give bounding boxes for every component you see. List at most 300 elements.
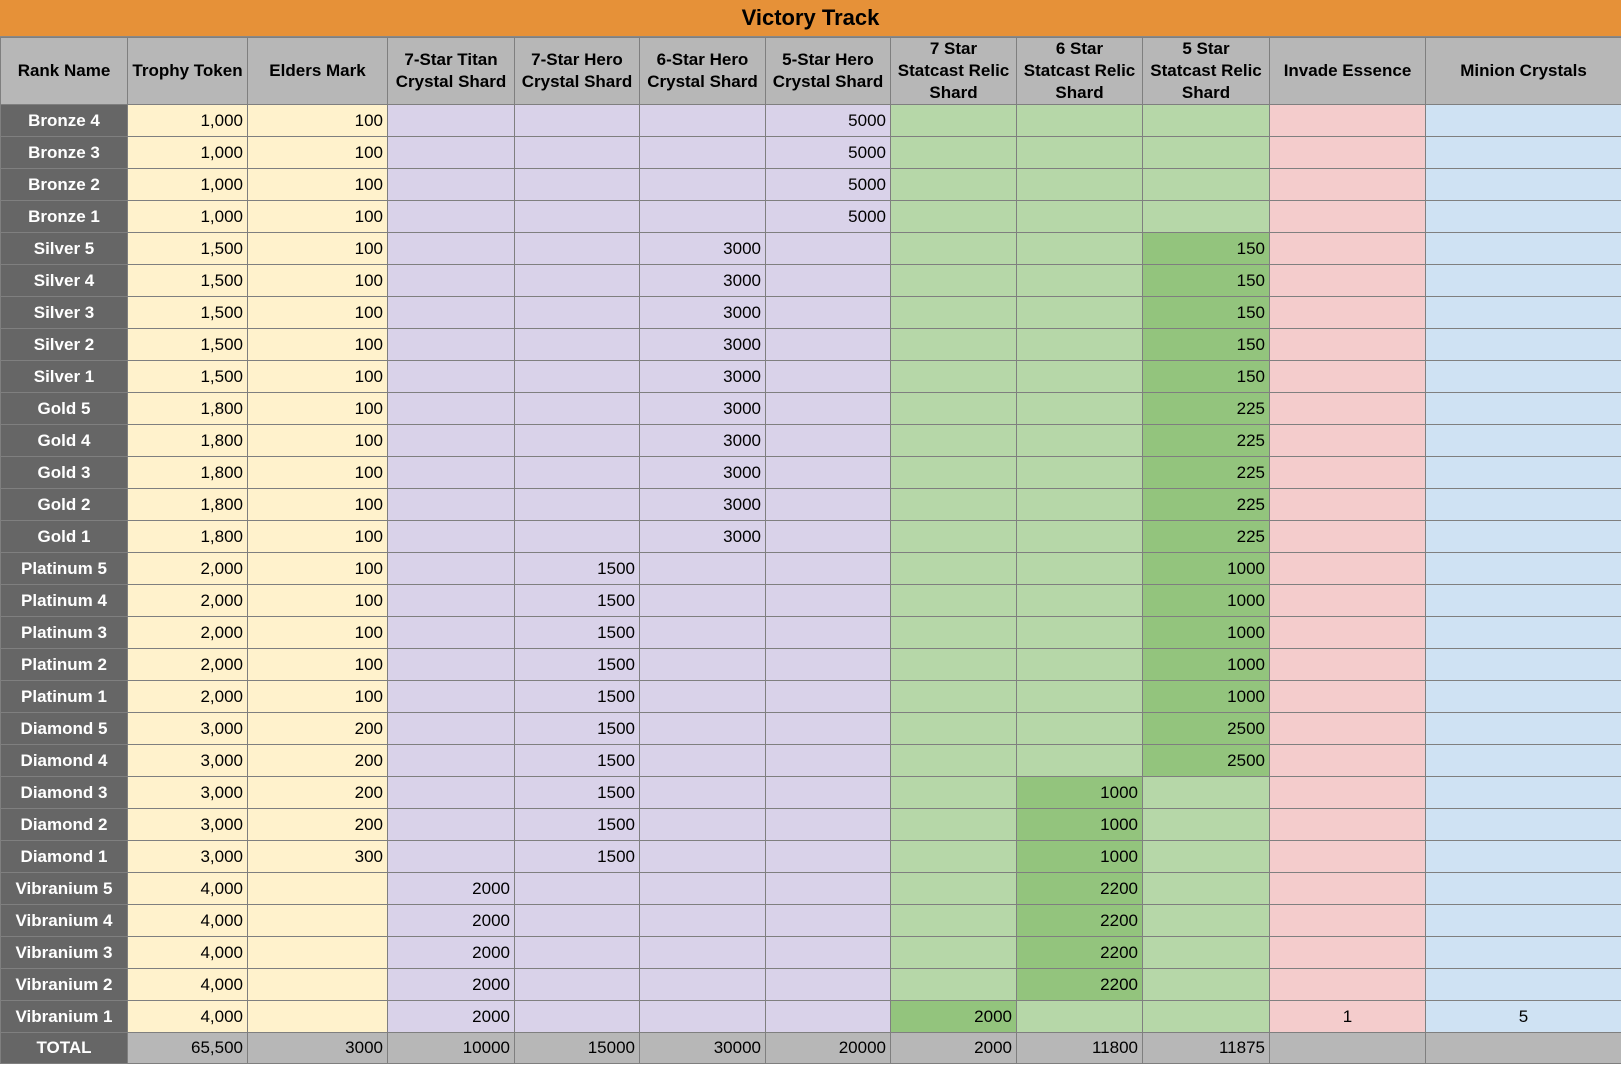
cell-6-star-statcast-relic-shard[interactable] <box>1017 137 1143 169</box>
cell-7-star-statcast-relic-shard[interactable] <box>891 681 1017 713</box>
cell-6-star-statcast-relic-shard[interactable]: 2200 <box>1017 905 1143 937</box>
cell-7-star-titan-crystal-shard[interactable] <box>388 201 515 233</box>
cell-7-star-hero-crystal-shard[interactable] <box>515 329 640 361</box>
cell-elders-mark[interactable]: 100 <box>248 201 388 233</box>
cell-5-star-hero-crystal-shard[interactable] <box>766 617 891 649</box>
cell-5-star-hero-crystal-shard[interactable] <box>766 969 891 1001</box>
cell-5-star-hero-crystal-shard[interactable] <box>766 713 891 745</box>
cell-5-star-hero-crystal-shard[interactable] <box>766 585 891 617</box>
column-header-6-star-statcast-relic-shard[interactable]: 6 Star Statcast Relic Shard <box>1017 38 1143 105</box>
cell-5-star-statcast-relic-shard[interactable]: 1000 <box>1143 617 1270 649</box>
cell-5-star-hero-crystal-shard[interactable] <box>766 457 891 489</box>
cell-rank-name[interactable]: Bronze 4 <box>1 105 128 137</box>
cell-minion-crystals[interactable] <box>1426 713 1621 745</box>
cell-minion-crystals[interactable] <box>1426 393 1621 425</box>
total-6-star-hero-crystal-shard[interactable]: 30000 <box>640 1033 766 1064</box>
cell-5-star-statcast-relic-shard[interactable] <box>1143 841 1270 873</box>
cell-5-star-statcast-relic-shard[interactable] <box>1143 873 1270 905</box>
cell-7-star-hero-crystal-shard[interactable] <box>515 425 640 457</box>
cell-rank-name[interactable]: Platinum 4 <box>1 585 128 617</box>
cell-6-star-hero-crystal-shard[interactable]: 3000 <box>640 361 766 393</box>
cell-invade-essence[interactable] <box>1270 297 1426 329</box>
cell-7-star-titan-crystal-shard[interactable]: 2000 <box>388 1001 515 1033</box>
cell-7-star-hero-crystal-shard[interactable]: 1500 <box>515 713 640 745</box>
cell-minion-crystals[interactable] <box>1426 265 1621 297</box>
cell-rank-name[interactable]: Bronze 1 <box>1 201 128 233</box>
cell-minion-crystals[interactable] <box>1426 841 1621 873</box>
cell-elders-mark[interactable]: 100 <box>248 297 388 329</box>
cell-7-star-titan-crystal-shard[interactable]: 2000 <box>388 969 515 1001</box>
cell-7-star-statcast-relic-shard[interactable] <box>891 585 1017 617</box>
cell-6-star-statcast-relic-shard[interactable] <box>1017 521 1143 553</box>
cell-7-star-statcast-relic-shard[interactable] <box>891 553 1017 585</box>
total-7-star-titan-crystal-shard[interactable]: 10000 <box>388 1033 515 1064</box>
cell-6-star-statcast-relic-shard[interactable] <box>1017 713 1143 745</box>
cell-5-star-statcast-relic-shard[interactable] <box>1143 201 1270 233</box>
cell-7-star-statcast-relic-shard[interactable] <box>891 777 1017 809</box>
total-label[interactable]: TOTAL <box>1 1033 128 1064</box>
cell-7-star-statcast-relic-shard[interactable] <box>891 489 1017 521</box>
cell-trophy-token[interactable]: 4,000 <box>128 937 248 969</box>
cell-7-star-statcast-relic-shard[interactable] <box>891 201 1017 233</box>
cell-7-star-titan-crystal-shard[interactable]: 2000 <box>388 905 515 937</box>
total-5-star-statcast-relic-shard[interactable]: 11875 <box>1143 1033 1270 1064</box>
cell-elders-mark[interactable]: 100 <box>248 393 388 425</box>
cell-7-star-hero-crystal-shard[interactable]: 1500 <box>515 553 640 585</box>
cell-minion-crystals[interactable] <box>1426 809 1621 841</box>
cell-7-star-statcast-relic-shard[interactable] <box>891 873 1017 905</box>
cell-6-star-hero-crystal-shard[interactable] <box>640 745 766 777</box>
cell-5-star-statcast-relic-shard[interactable]: 1000 <box>1143 585 1270 617</box>
cell-5-star-hero-crystal-shard[interactable] <box>766 393 891 425</box>
cell-6-star-statcast-relic-shard[interactable] <box>1017 553 1143 585</box>
cell-5-star-hero-crystal-shard[interactable] <box>766 521 891 553</box>
cell-7-star-statcast-relic-shard[interactable] <box>891 905 1017 937</box>
cell-6-star-hero-crystal-shard[interactable] <box>640 1001 766 1033</box>
cell-elders-mark[interactable]: 100 <box>248 361 388 393</box>
column-header-7-star-hero-crystal-shard[interactable]: 7-Star Hero Crystal Shard <box>515 38 640 105</box>
cell-5-star-hero-crystal-shard[interactable] <box>766 649 891 681</box>
column-header-minion-crystals[interactable]: Minion Crystals <box>1426 38 1621 105</box>
cell-6-star-hero-crystal-shard[interactable] <box>640 681 766 713</box>
cell-trophy-token[interactable]: 1,500 <box>128 297 248 329</box>
cell-7-star-statcast-relic-shard[interactable] <box>891 425 1017 457</box>
cell-invade-essence[interactable] <box>1270 937 1426 969</box>
cell-rank-name[interactable]: Vibranium 1 <box>1 1001 128 1033</box>
cell-5-star-hero-crystal-shard[interactable] <box>766 1001 891 1033</box>
cell-minion-crystals[interactable] <box>1426 233 1621 265</box>
cell-6-star-statcast-relic-shard[interactable] <box>1017 361 1143 393</box>
cell-trophy-token[interactable]: 2,000 <box>128 681 248 713</box>
cell-7-star-hero-crystal-shard[interactable]: 1500 <box>515 617 640 649</box>
cell-invade-essence[interactable] <box>1270 265 1426 297</box>
cell-trophy-token[interactable]: 1,800 <box>128 521 248 553</box>
cell-6-star-statcast-relic-shard[interactable] <box>1017 297 1143 329</box>
cell-7-star-titan-crystal-shard[interactable] <box>388 361 515 393</box>
cell-5-star-hero-crystal-shard[interactable] <box>766 809 891 841</box>
cell-elders-mark[interactable]: 200 <box>248 777 388 809</box>
cell-6-star-statcast-relic-shard[interactable] <box>1017 649 1143 681</box>
cell-elders-mark[interactable]: 100 <box>248 329 388 361</box>
cell-6-star-hero-crystal-shard[interactable] <box>640 137 766 169</box>
cell-6-star-hero-crystal-shard[interactable] <box>640 809 766 841</box>
cell-trophy-token[interactable]: 1,500 <box>128 329 248 361</box>
cell-5-star-statcast-relic-shard[interactable]: 225 <box>1143 425 1270 457</box>
cell-7-star-statcast-relic-shard[interactable] <box>891 809 1017 841</box>
cell-7-star-titan-crystal-shard[interactable] <box>388 745 515 777</box>
cell-7-star-hero-crystal-shard[interactable] <box>515 233 640 265</box>
cell-7-star-hero-crystal-shard[interactable] <box>515 201 640 233</box>
cell-5-star-statcast-relic-shard[interactable]: 150 <box>1143 297 1270 329</box>
cell-7-star-hero-crystal-shard[interactable]: 1500 <box>515 777 640 809</box>
cell-trophy-token[interactable]: 1,800 <box>128 489 248 521</box>
cell-trophy-token[interactable]: 1,500 <box>128 361 248 393</box>
cell-7-star-statcast-relic-shard[interactable] <box>891 265 1017 297</box>
cell-invade-essence[interactable] <box>1270 713 1426 745</box>
cell-invade-essence[interactable] <box>1270 681 1426 713</box>
cell-6-star-statcast-relic-shard[interactable]: 1000 <box>1017 809 1143 841</box>
cell-5-star-statcast-relic-shard[interactable] <box>1143 1001 1270 1033</box>
cell-7-star-hero-crystal-shard[interactable] <box>515 137 640 169</box>
cell-elders-mark[interactable]: 100 <box>248 617 388 649</box>
cell-7-star-statcast-relic-shard[interactable] <box>891 617 1017 649</box>
cell-rank-name[interactable]: Silver 2 <box>1 329 128 361</box>
cell-5-star-hero-crystal-shard[interactable] <box>766 745 891 777</box>
cell-elders-mark[interactable]: 100 <box>248 521 388 553</box>
cell-5-star-hero-crystal-shard[interactable] <box>766 233 891 265</box>
cell-5-star-statcast-relic-shard[interactable]: 225 <box>1143 521 1270 553</box>
total-invade-essence[interactable] <box>1270 1033 1426 1064</box>
cell-6-star-statcast-relic-shard[interactable] <box>1017 585 1143 617</box>
cell-6-star-statcast-relic-shard[interactable] <box>1017 489 1143 521</box>
cell-minion-crystals[interactable] <box>1426 905 1621 937</box>
cell-5-star-statcast-relic-shard[interactable]: 150 <box>1143 329 1270 361</box>
column-header-invade-essence[interactable]: Invade Essence <box>1270 38 1426 105</box>
cell-minion-crystals[interactable] <box>1426 329 1621 361</box>
cell-5-star-hero-crystal-shard[interactable] <box>766 681 891 713</box>
cell-7-star-titan-crystal-shard[interactable] <box>388 489 515 521</box>
cell-elders-mark[interactable] <box>248 937 388 969</box>
cell-7-star-titan-crystal-shard[interactable] <box>388 105 515 137</box>
cell-invade-essence[interactable] <box>1270 457 1426 489</box>
cell-5-star-statcast-relic-shard[interactable]: 1000 <box>1143 649 1270 681</box>
cell-invade-essence[interactable] <box>1270 137 1426 169</box>
cell-rank-name[interactable]: Bronze 2 <box>1 169 128 201</box>
cell-elders-mark[interactable] <box>248 873 388 905</box>
cell-5-star-hero-crystal-shard[interactable]: 5000 <box>766 201 891 233</box>
column-header-5-star-hero-crystal-shard[interactable]: 5-Star Hero Crystal Shard <box>766 38 891 105</box>
cell-rank-name[interactable]: Platinum 1 <box>1 681 128 713</box>
cell-elders-mark[interactable]: 100 <box>248 233 388 265</box>
cell-5-star-hero-crystal-shard[interactable] <box>766 265 891 297</box>
cell-minion-crystals[interactable] <box>1426 873 1621 905</box>
cell-elders-mark[interactable]: 100 <box>248 681 388 713</box>
cell-rank-name[interactable]: Silver 5 <box>1 233 128 265</box>
cell-rank-name[interactable]: Gold 2 <box>1 489 128 521</box>
cell-6-star-hero-crystal-shard[interactable] <box>640 969 766 1001</box>
cell-7-star-hero-crystal-shard[interactable] <box>515 969 640 1001</box>
cell-6-star-statcast-relic-shard[interactable] <box>1017 617 1143 649</box>
cell-invade-essence[interactable] <box>1270 233 1426 265</box>
column-header-6-star-hero-crystal-shard[interactable]: 6-Star Hero Crystal Shard <box>640 38 766 105</box>
cell-minion-crystals[interactable] <box>1426 169 1621 201</box>
cell-trophy-token[interactable]: 4,000 <box>128 1001 248 1033</box>
cell-6-star-statcast-relic-shard[interactable] <box>1017 329 1143 361</box>
cell-7-star-hero-crystal-shard[interactable]: 1500 <box>515 841 640 873</box>
cell-5-star-statcast-relic-shard[interactable] <box>1143 105 1270 137</box>
cell-5-star-hero-crystal-shard[interactable] <box>766 425 891 457</box>
cell-7-star-hero-crystal-shard[interactable] <box>515 361 640 393</box>
cell-7-star-hero-crystal-shard[interactable]: 1500 <box>515 681 640 713</box>
cell-trophy-token[interactable]: 1,000 <box>128 169 248 201</box>
cell-5-star-statcast-relic-shard[interactable]: 225 <box>1143 489 1270 521</box>
cell-7-star-statcast-relic-shard[interactable] <box>891 937 1017 969</box>
cell-6-star-statcast-relic-shard[interactable] <box>1017 1001 1143 1033</box>
cell-elders-mark[interactable]: 100 <box>248 169 388 201</box>
cell-elders-mark[interactable]: 200 <box>248 809 388 841</box>
cell-7-star-titan-crystal-shard[interactable] <box>388 425 515 457</box>
cell-6-star-statcast-relic-shard[interactable]: 2200 <box>1017 873 1143 905</box>
cell-5-star-hero-crystal-shard[interactable]: 5000 <box>766 137 891 169</box>
cell-elders-mark[interactable]: 200 <box>248 713 388 745</box>
cell-7-star-titan-crystal-shard[interactable]: 2000 <box>388 873 515 905</box>
cell-5-star-hero-crystal-shard[interactable] <box>766 361 891 393</box>
cell-rank-name[interactable]: Platinum 2 <box>1 649 128 681</box>
cell-6-star-hero-crystal-shard[interactable]: 3000 <box>640 329 766 361</box>
cell-rank-name[interactable]: Diamond 3 <box>1 777 128 809</box>
cell-rank-name[interactable]: Platinum 5 <box>1 553 128 585</box>
cell-7-star-titan-crystal-shard[interactable] <box>388 777 515 809</box>
cell-7-star-hero-crystal-shard[interactable] <box>515 297 640 329</box>
column-header-7-star-titan-crystal-shard[interactable]: 7-Star Titan Crystal Shard <box>388 38 515 105</box>
cell-7-star-statcast-relic-shard[interactable]: 2000 <box>891 1001 1017 1033</box>
cell-rank-name[interactable]: Vibranium 5 <box>1 873 128 905</box>
cell-invade-essence[interactable] <box>1270 873 1426 905</box>
cell-rank-name[interactable]: Platinum 3 <box>1 617 128 649</box>
cell-6-star-hero-crystal-shard[interactable]: 3000 <box>640 425 766 457</box>
cell-7-star-statcast-relic-shard[interactable] <box>891 137 1017 169</box>
total-6-star-statcast-relic-shard[interactable]: 11800 <box>1017 1033 1143 1064</box>
cell-7-star-statcast-relic-shard[interactable] <box>891 105 1017 137</box>
cell-6-star-hero-crystal-shard[interactable]: 3000 <box>640 521 766 553</box>
cell-7-star-titan-crystal-shard[interactable] <box>388 233 515 265</box>
cell-elders-mark[interactable]: 300 <box>248 841 388 873</box>
cell-rank-name[interactable]: Silver 1 <box>1 361 128 393</box>
cell-7-star-hero-crystal-shard[interactable] <box>515 393 640 425</box>
cell-7-star-titan-crystal-shard[interactable] <box>388 841 515 873</box>
cell-7-star-titan-crystal-shard[interactable] <box>388 169 515 201</box>
cell-rank-name[interactable]: Silver 4 <box>1 265 128 297</box>
cell-7-star-hero-crystal-shard[interactable] <box>515 905 640 937</box>
cell-6-star-hero-crystal-shard[interactable]: 3000 <box>640 457 766 489</box>
cell-5-star-hero-crystal-shard[interactable] <box>766 297 891 329</box>
cell-6-star-hero-crystal-shard[interactable] <box>640 201 766 233</box>
cell-invade-essence[interactable] <box>1270 617 1426 649</box>
cell-trophy-token[interactable]: 1,000 <box>128 137 248 169</box>
cell-invade-essence[interactable] <box>1270 809 1426 841</box>
cell-trophy-token[interactable]: 3,000 <box>128 841 248 873</box>
cell-trophy-token[interactable]: 1,800 <box>128 457 248 489</box>
cell-trophy-token[interactable]: 4,000 <box>128 969 248 1001</box>
cell-5-star-hero-crystal-shard[interactable] <box>766 841 891 873</box>
cell-5-star-statcast-relic-shard[interactable]: 2500 <box>1143 713 1270 745</box>
cell-6-star-hero-crystal-shard[interactable] <box>640 937 766 969</box>
cell-elders-mark[interactable] <box>248 1001 388 1033</box>
cell-5-star-statcast-relic-shard[interactable] <box>1143 777 1270 809</box>
cell-invade-essence[interactable] <box>1270 425 1426 457</box>
column-header-elders-mark[interactable]: Elders Mark <box>248 38 388 105</box>
cell-minion-crystals[interactable] <box>1426 777 1621 809</box>
cell-6-star-statcast-relic-shard[interactable] <box>1017 681 1143 713</box>
cell-7-star-titan-crystal-shard[interactable] <box>388 809 515 841</box>
cell-minion-crystals[interactable] <box>1426 361 1621 393</box>
cell-7-star-titan-crystal-shard[interactable] <box>388 297 515 329</box>
cell-elders-mark[interactable]: 100 <box>248 553 388 585</box>
cell-trophy-token[interactable]: 1,500 <box>128 265 248 297</box>
cell-5-star-hero-crystal-shard[interactable] <box>766 873 891 905</box>
cell-6-star-hero-crystal-shard[interactable] <box>640 905 766 937</box>
cell-minion-crystals[interactable] <box>1426 553 1621 585</box>
cell-7-star-titan-crystal-shard[interactable] <box>388 553 515 585</box>
cell-6-star-hero-crystal-shard[interactable] <box>640 777 766 809</box>
cell-rank-name[interactable]: Diamond 5 <box>1 713 128 745</box>
cell-7-star-statcast-relic-shard[interactable] <box>891 297 1017 329</box>
cell-invade-essence[interactable] <box>1270 905 1426 937</box>
cell-7-star-statcast-relic-shard[interactable] <box>891 745 1017 777</box>
cell-7-star-titan-crystal-shard[interactable] <box>388 681 515 713</box>
cell-6-star-statcast-relic-shard[interactable] <box>1017 393 1143 425</box>
cell-7-star-hero-crystal-shard[interactable] <box>515 489 640 521</box>
cell-5-star-hero-crystal-shard[interactable]: 5000 <box>766 105 891 137</box>
cell-6-star-hero-crystal-shard[interactable] <box>640 841 766 873</box>
cell-5-star-hero-crystal-shard[interactable]: 5000 <box>766 169 891 201</box>
cell-trophy-token[interactable]: 4,000 <box>128 905 248 937</box>
cell-5-star-statcast-relic-shard[interactable] <box>1143 905 1270 937</box>
cell-minion-crystals[interactable] <box>1426 521 1621 553</box>
cell-trophy-token[interactable]: 1,800 <box>128 425 248 457</box>
cell-6-star-hero-crystal-shard[interactable] <box>640 585 766 617</box>
cell-invade-essence[interactable] <box>1270 105 1426 137</box>
cell-trophy-token[interactable]: 2,000 <box>128 649 248 681</box>
cell-5-star-statcast-relic-shard[interactable] <box>1143 809 1270 841</box>
cell-invade-essence[interactable] <box>1270 393 1426 425</box>
cell-6-star-hero-crystal-shard[interactable] <box>640 169 766 201</box>
cell-5-star-statcast-relic-shard[interactable]: 2500 <box>1143 745 1270 777</box>
cell-7-star-statcast-relic-shard[interactable] <box>891 713 1017 745</box>
cell-rank-name[interactable]: Diamond 4 <box>1 745 128 777</box>
cell-5-star-hero-crystal-shard[interactable] <box>766 905 891 937</box>
cell-7-star-statcast-relic-shard[interactable] <box>891 649 1017 681</box>
cell-trophy-token[interactable]: 1,500 <box>128 233 248 265</box>
cell-minion-crystals[interactable] <box>1426 489 1621 521</box>
cell-7-star-titan-crystal-shard[interactable] <box>388 265 515 297</box>
cell-6-star-statcast-relic-shard[interactable] <box>1017 233 1143 265</box>
cell-5-star-statcast-relic-shard[interactable]: 1000 <box>1143 553 1270 585</box>
cell-6-star-hero-crystal-shard[interactable]: 3000 <box>640 233 766 265</box>
cell-7-star-titan-crystal-shard[interactable] <box>388 713 515 745</box>
cell-5-star-statcast-relic-shard[interactable] <box>1143 969 1270 1001</box>
cell-7-star-titan-crystal-shard[interactable]: 2000 <box>388 937 515 969</box>
cell-invade-essence[interactable] <box>1270 329 1426 361</box>
cell-elders-mark[interactable]: 100 <box>248 425 388 457</box>
cell-7-star-titan-crystal-shard[interactable] <box>388 585 515 617</box>
cell-7-star-titan-crystal-shard[interactable] <box>388 617 515 649</box>
cell-5-star-statcast-relic-shard[interactable] <box>1143 137 1270 169</box>
cell-5-star-statcast-relic-shard[interactable]: 225 <box>1143 457 1270 489</box>
cell-elders-mark[interactable]: 100 <box>248 585 388 617</box>
cell-6-star-statcast-relic-shard[interactable] <box>1017 105 1143 137</box>
cell-minion-crystals[interactable] <box>1426 969 1621 1001</box>
cell-minion-crystals[interactable] <box>1426 745 1621 777</box>
cell-trophy-token[interactable]: 3,000 <box>128 809 248 841</box>
total-minion-crystals[interactable] <box>1426 1033 1621 1064</box>
cell-7-star-hero-crystal-shard[interactable] <box>515 937 640 969</box>
cell-invade-essence[interactable] <box>1270 585 1426 617</box>
cell-invade-essence[interactable] <box>1270 841 1426 873</box>
cell-7-star-hero-crystal-shard[interactable]: 1500 <box>515 585 640 617</box>
cell-invade-essence[interactable] <box>1270 169 1426 201</box>
cell-5-star-hero-crystal-shard[interactable] <box>766 489 891 521</box>
cell-6-star-statcast-relic-shard[interactable] <box>1017 745 1143 777</box>
cell-minion-crystals[interactable] <box>1426 137 1621 169</box>
cell-invade-essence[interactable]: 1 <box>1270 1001 1426 1033</box>
cell-7-star-titan-crystal-shard[interactable] <box>388 649 515 681</box>
cell-5-star-statcast-relic-shard[interactable]: 225 <box>1143 393 1270 425</box>
cell-7-star-statcast-relic-shard[interactable] <box>891 841 1017 873</box>
cell-trophy-token[interactable]: 3,000 <box>128 777 248 809</box>
cell-trophy-token[interactable]: 1,000 <box>128 201 248 233</box>
cell-elders-mark[interactable] <box>248 969 388 1001</box>
column-header-rank-name[interactable]: Rank Name <box>1 38 128 105</box>
cell-6-star-statcast-relic-shard[interactable] <box>1017 201 1143 233</box>
cell-7-star-hero-crystal-shard[interactable]: 1500 <box>515 745 640 777</box>
cell-rank-name[interactable]: Diamond 2 <box>1 809 128 841</box>
cell-invade-essence[interactable] <box>1270 489 1426 521</box>
cell-trophy-token[interactable]: 2,000 <box>128 553 248 585</box>
cell-6-star-hero-crystal-shard[interactable]: 3000 <box>640 489 766 521</box>
cell-6-star-hero-crystal-shard[interactable] <box>640 649 766 681</box>
cell-5-star-statcast-relic-shard[interactable]: 150 <box>1143 265 1270 297</box>
cell-6-star-statcast-relic-shard[interactable] <box>1017 425 1143 457</box>
cell-elders-mark[interactable]: 200 <box>248 745 388 777</box>
column-header-trophy-token[interactable]: Trophy Token <box>128 38 248 105</box>
cell-6-star-hero-crystal-shard[interactable] <box>640 105 766 137</box>
cell-6-star-hero-crystal-shard[interactable] <box>640 713 766 745</box>
cell-6-star-hero-crystal-shard[interactable] <box>640 617 766 649</box>
cell-rank-name[interactable]: Vibranium 2 <box>1 969 128 1001</box>
cell-rank-name[interactable]: Gold 3 <box>1 457 128 489</box>
cell-rank-name[interactable]: Diamond 1 <box>1 841 128 873</box>
cell-minion-crystals[interactable] <box>1426 649 1621 681</box>
cell-invade-essence[interactable] <box>1270 969 1426 1001</box>
cell-7-star-titan-crystal-shard[interactable] <box>388 521 515 553</box>
cell-6-star-statcast-relic-shard[interactable]: 1000 <box>1017 841 1143 873</box>
cell-invade-essence[interactable] <box>1270 649 1426 681</box>
cell-7-star-hero-crystal-shard[interactable] <box>515 521 640 553</box>
cell-6-star-statcast-relic-shard[interactable]: 2200 <box>1017 937 1143 969</box>
cell-7-star-statcast-relic-shard[interactable] <box>891 361 1017 393</box>
cell-5-star-hero-crystal-shard[interactable] <box>766 329 891 361</box>
cell-7-star-hero-crystal-shard[interactable] <box>515 1001 640 1033</box>
cell-minion-crystals[interactable] <box>1426 105 1621 137</box>
cell-minion-crystals[interactable] <box>1426 297 1621 329</box>
total-5-star-hero-crystal-shard[interactable]: 20000 <box>766 1033 891 1064</box>
cell-6-star-hero-crystal-shard[interactable]: 3000 <box>640 265 766 297</box>
cell-7-star-titan-crystal-shard[interactable] <box>388 137 515 169</box>
cell-trophy-token[interactable]: 3,000 <box>128 745 248 777</box>
cell-rank-name[interactable]: Gold 4 <box>1 425 128 457</box>
cell-7-star-hero-crystal-shard[interactable] <box>515 457 640 489</box>
